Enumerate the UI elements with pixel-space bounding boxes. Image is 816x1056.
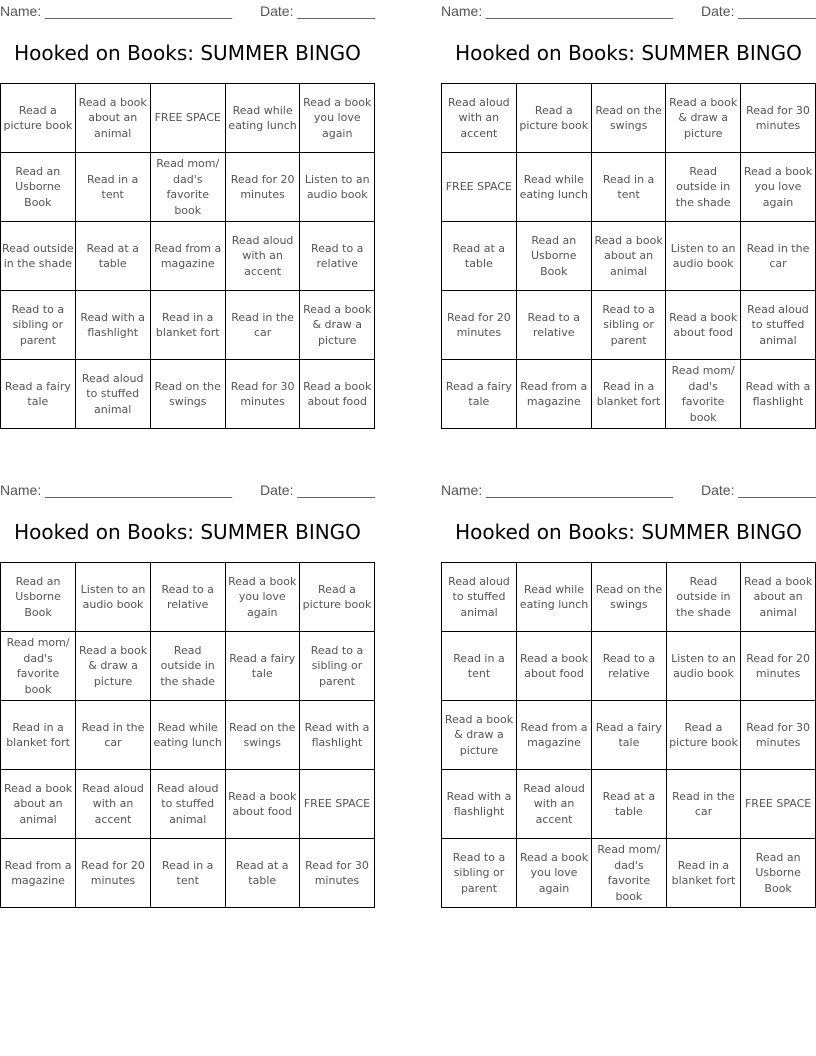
bingo-cell: Read to a sibling or parent — [299, 632, 374, 701]
bingo-row — [442, 632, 816, 701]
bingo-cell: Read aloud with an accent — [76, 770, 151, 839]
bingo-cell: Read to a relative — [516, 291, 591, 360]
bingo-cell: Read aloud to stuffed animal — [442, 563, 517, 632]
bingo-cell: FREE SPACE — [150, 84, 225, 153]
bingo-cell: Read a picture book — [1, 84, 76, 153]
bingo-cell: Read for 20 minutes — [76, 839, 151, 908]
bingo-cell: Read mom/ dad's favorite book — [150, 153, 225, 222]
bingo-cell: Read outside in the shade — [1, 222, 76, 291]
bingo-cell: Read mom/ dad's favorite book — [1, 632, 76, 701]
bingo-row — [442, 222, 816, 291]
bingo-cell: Read in a tent — [150, 839, 225, 908]
bingo-cell: Read a picture book — [516, 84, 591, 153]
bingo-cell: Read aloud to stuffed animal — [740, 291, 815, 360]
bingo-cell: Read in the car — [76, 701, 151, 770]
date-line: Date: __________ — [701, 482, 816, 498]
bingo-card-2 — [441, 0, 816, 424]
bingo-cell: Read a fairy tale — [442, 360, 517, 429]
bingo-cell: Read to a sibling or parent — [591, 291, 666, 360]
bingo-row — [1, 291, 375, 360]
name-line: Name: ________________________ — [441, 482, 673, 498]
name-line: Name: ________________________ — [441, 3, 673, 19]
bingo-cell: Read a book you love again — [300, 84, 375, 153]
bingo-cell: Read on the swings — [150, 360, 225, 429]
bingo-cell: Read a book about an animal — [1, 770, 76, 839]
bingo-cell: Read while eating lunch — [225, 84, 300, 153]
bingo-row — [1, 84, 375, 153]
bingo-cell: Read a book about food — [666, 291, 741, 360]
bingo-cell: Read a book & draw a picture — [300, 291, 375, 360]
bingo-cell: Read for 30 minutes — [741, 701, 816, 770]
bingo-row — [1, 770, 375, 839]
bingo-cell: Read in a blanket fort — [1, 701, 76, 770]
name-date-row — [441, 479, 816, 501]
bingo-cell: Read a book you love again — [225, 563, 299, 632]
bingo-cell: Read on the swings — [592, 563, 667, 632]
bingo-cell: Read a book about food — [225, 770, 299, 839]
bingo-cell: Read in a tent — [75, 153, 150, 222]
bingo-cell: Read at a table — [75, 222, 150, 291]
bingo-cell: Read an Usborne Book — [1, 563, 76, 632]
bingo-cell: Read an Usborne Book — [741, 839, 816, 908]
bingo-cell: Read in a tent — [442, 632, 517, 701]
bingo-row — [442, 701, 816, 770]
bingo-cell: Read a picture book — [666, 701, 741, 770]
bingo-row — [442, 291, 816, 360]
bingo-cell: Read to a sibling or parent — [442, 839, 517, 908]
bingo-cell: Read a book you love again — [740, 153, 815, 222]
bingo-cell: Read for 20 minutes — [442, 291, 517, 360]
bingo-cell: Read to a sibling or parent — [1, 291, 76, 360]
bingo-cell: Read a fairy tale — [225, 632, 299, 701]
bingo-cell: Read to a relative — [592, 632, 667, 701]
bingo-row — [442, 360, 816, 429]
bingo-row — [1, 360, 375, 429]
bingo-grid — [0, 562, 375, 908]
bingo-row — [1, 632, 375, 701]
bingo-cell: Read at a table — [442, 222, 517, 291]
bingo-row — [442, 153, 816, 222]
date-line: Date: __________ — [701, 3, 816, 19]
bingo-cell: Read while eating lunch — [516, 153, 591, 222]
bingo-row — [1, 222, 375, 291]
bingo-cell: Listen to an audio book — [76, 563, 151, 632]
bingo-row — [442, 770, 816, 839]
bingo-cell: Read at a table — [592, 770, 667, 839]
bingo-card-1 — [0, 0, 376, 416]
bingo-cell: FREE SPACE — [442, 153, 517, 222]
date-line: Date: __________ — [260, 3, 376, 19]
bingo-cell: Read in a blanket fort — [150, 291, 225, 360]
bingo-cell: Read while eating lunch — [150, 701, 225, 770]
bingo-row — [442, 563, 816, 632]
bingo-cell: Read a picture book — [299, 563, 374, 632]
bingo-cell: Read mom/ dad's favorite book — [592, 839, 667, 908]
bingo-cell: Read on the swings — [591, 84, 666, 153]
bingo-cell: Read in a blanket fort — [666, 839, 741, 908]
bingo-card-4 — [441, 479, 816, 903]
bingo-cell: Read in a tent — [591, 153, 666, 222]
bingo-cell: Read outside in the shade — [150, 632, 225, 701]
bingo-grid — [0, 83, 375, 429]
bingo-cell: Read in the car — [740, 222, 815, 291]
bingo-cell: Read a book about an animal — [591, 222, 666, 291]
bingo-cell: Read for 20 minutes — [225, 153, 300, 222]
bingo-cell: Read in a blanket fort — [591, 360, 666, 429]
bingo-card-3 — [0, 479, 376, 887]
bingo-cell: Read a book about food — [300, 360, 375, 429]
card-title: Hooked on Books: SUMMER BINGO — [14, 41, 361, 65]
bingo-cell: Read with a flashlight — [75, 291, 150, 360]
bingo-cell: FREE SPACE — [741, 770, 816, 839]
bingo-cell: Listen to an audio book — [300, 153, 375, 222]
bingo-cell: Listen to an audio book — [666, 632, 741, 701]
bingo-cell: Read outside in the shade — [666, 563, 741, 632]
bingo-cell: Read a book about food — [516, 632, 591, 701]
bingo-cell: Read mom/ dad's favorite book — [666, 360, 741, 429]
bingo-cell: Read with a flashlight — [442, 770, 517, 839]
name-line: Name: ________________________ — [0, 482, 232, 498]
bingo-cell: Read for 30 minutes — [299, 839, 374, 908]
bingo-cell: Listen to an audio book — [666, 222, 741, 291]
bingo-cell: Read on the swings — [225, 701, 299, 770]
bingo-cell: Read from a magazine — [150, 222, 225, 291]
bingo-cell: Read a book & draw a picture — [76, 632, 151, 701]
bingo-cell: Read an Usborne Book — [516, 222, 591, 291]
bingo-cell: Read outside in the shade — [666, 153, 741, 222]
bingo-cell: Read an Usborne Book — [1, 153, 76, 222]
bingo-cell: Read a fairy tale — [1, 360, 76, 429]
name-date-row — [0, 0, 375, 22]
bingo-grid — [441, 562, 816, 908]
card-title: Hooked on Books: SUMMER BINGO — [455, 520, 802, 544]
card-title: Hooked on Books: SUMMER BINGO — [14, 520, 361, 544]
bingo-cell: Read in the car — [225, 291, 300, 360]
bingo-cell: Read while eating lunch — [516, 563, 591, 632]
bingo-row — [1, 701, 375, 770]
bingo-cell: Read a book about an animal — [741, 563, 816, 632]
bingo-cell: Read aloud to stuffed animal — [150, 770, 225, 839]
bingo-cell: Read from a magazine — [1, 839, 76, 908]
bingo-cell: Read for 30 minutes — [740, 84, 815, 153]
bingo-grid — [441, 83, 816, 429]
bingo-cell: Read a book you love again — [516, 839, 591, 908]
bingo-row — [1, 839, 375, 908]
bingo-cell: Read aloud with an accent — [225, 222, 300, 291]
bingo-row — [1, 153, 375, 222]
name-date-row — [0, 479, 375, 501]
bingo-row — [442, 84, 816, 153]
date-line: Date: __________ — [260, 482, 376, 498]
bingo-cell: Read aloud with an accent — [442, 84, 517, 153]
bingo-cell: Read to a relative — [300, 222, 375, 291]
bingo-cell: Read for 20 minutes — [741, 632, 816, 701]
bingo-row — [1, 563, 375, 632]
card-title: Hooked on Books: SUMMER BINGO — [455, 41, 802, 65]
name-line: Name: ________________________ — [0, 3, 232, 19]
bingo-cell: Read aloud with an accent — [516, 770, 591, 839]
bingo-cell: Read at a table — [225, 839, 299, 908]
bingo-cell: Read a book & draw a picture — [442, 701, 517, 770]
bingo-cell: Read a fairy tale — [592, 701, 667, 770]
bingo-cell: Read a book about an animal — [75, 84, 150, 153]
bingo-cell: Read a book & draw a picture — [666, 84, 741, 153]
bingo-cell: Read from a magazine — [516, 360, 591, 429]
bingo-cell: Read in the car — [666, 770, 741, 839]
bingo-cell: Read for 30 minutes — [225, 360, 300, 429]
name-date-row — [441, 0, 816, 22]
bingo-cell: Read with a flashlight — [740, 360, 815, 429]
bingo-cell: Read aloud to stuffed animal — [75, 360, 150, 429]
bingo-row — [442, 839, 816, 908]
bingo-cell: Read from a magazine — [516, 701, 591, 770]
bingo-cell: FREE SPACE — [299, 770, 374, 839]
bingo-cell: Read with a flashlight — [299, 701, 374, 770]
bingo-cell: Read to a relative — [150, 563, 225, 632]
